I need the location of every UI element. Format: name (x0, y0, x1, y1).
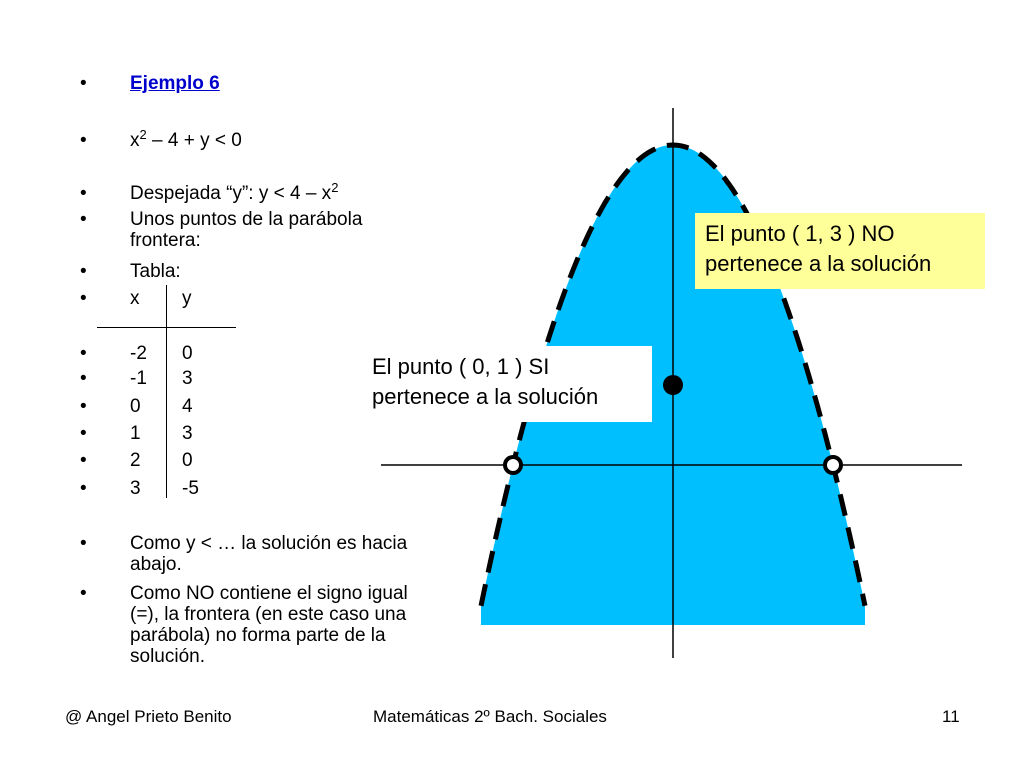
table-cell-x: 3 (130, 478, 141, 499)
inequality-text: $x^2 - 4 + y < 0$ (130, 127, 242, 151)
solid-point-marker (663, 375, 683, 395)
table-cell-y: 0 (182, 343, 193, 364)
isolated-text: Despejada “y”: $y < 4 - x^2$ (130, 180, 339, 204)
table-cell-y: 3 (182, 423, 193, 444)
bullet-dot: • (80, 368, 87, 389)
bullet-dot: • (80, 450, 87, 471)
bullet-dot: • (80, 478, 87, 499)
bullet-dot: • (80, 261, 87, 282)
table-cell-y: -5 (182, 478, 199, 499)
callout-point-in-solution: El punto ( 0, 1 ) SI pertenece a la solución (362, 346, 652, 422)
example-title[interactable]: Ejemplo 6 (130, 73, 220, 94)
bullet-dot: • (80, 396, 87, 417)
table-cell-x: 2 (130, 450, 141, 471)
open-point-marker (825, 457, 841, 473)
footer-course: Matemáticas 2º Bach. Sociales (373, 707, 607, 726)
callout-point-not-solution: El punto ( 1, 3 ) NO pertenece a la solución (695, 213, 985, 289)
bullet-dot: • (80, 288, 87, 309)
table-cell-y: 4 (182, 396, 193, 417)
table-cell-x: -2 (130, 343, 147, 364)
points-intro-text: Unos puntos de la parábola frontera: (130, 209, 363, 251)
bullet-dot: • (80, 343, 87, 364)
footer-author: @ Angel Prieto Benito (65, 707, 232, 726)
table-cell-y: 3 (182, 368, 193, 389)
table-cell-y: 0 (182, 450, 193, 471)
bullet-dot: • (80, 583, 87, 604)
bullet-dot: • (80, 73, 87, 94)
bullet-dot: • (80, 423, 87, 444)
note-below-text: Como y < … la solución es hacia abajo. (130, 533, 408, 575)
table-cell-x: -1 (130, 368, 147, 389)
bullet-dot: • (80, 209, 87, 230)
table-label-text: Tabla: (130, 261, 181, 282)
bullet-dot: • (80, 130, 87, 151)
bullet-dot: • (80, 183, 87, 204)
footer-page-number: 11 (942, 707, 960, 726)
note-boundary-text: Como NO contiene el signo igual (=), la frontera (en este caso una parábola) no forma parte de la solución. (130, 583, 408, 667)
table-header-y: y (182, 288, 192, 309)
table-cell-x: 0 (130, 396, 141, 417)
table-header-x: x (130, 288, 140, 309)
open-point-marker (505, 457, 521, 473)
table-cell-x: 1 (130, 423, 141, 444)
bullet-dot: • (80, 533, 87, 554)
